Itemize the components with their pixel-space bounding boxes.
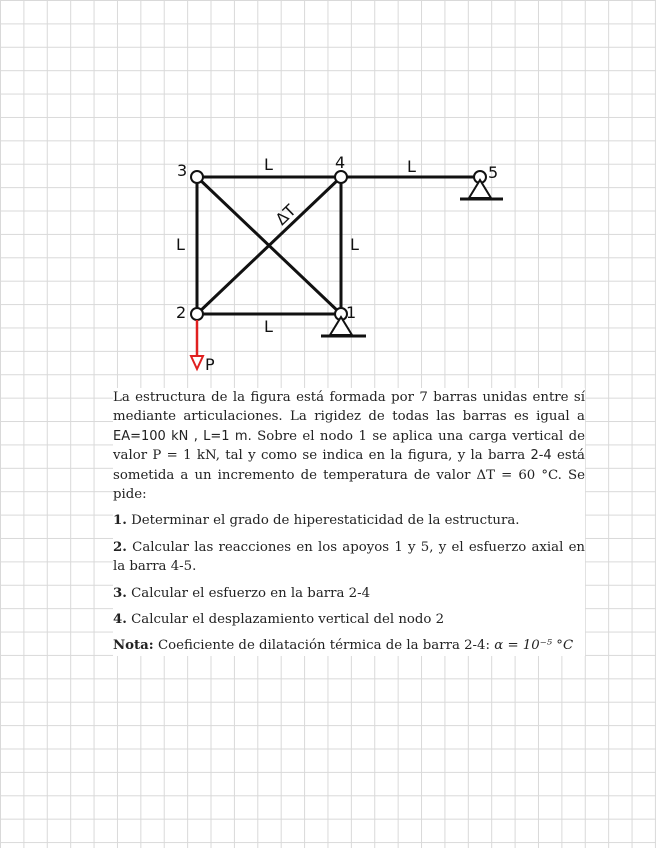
problem-intro <box>113 388 585 504</box>
node-label-3: 3 <box>177 161 188 180</box>
joint-2 <box>191 308 203 320</box>
note-text: Coeficiente de dilatación térmica de la barra 2-4: <box>157 638 490 654</box>
node-label-4: 4 <box>335 153 346 172</box>
question-text: Calcular las reacciones en los apoyos 1 y 5, y el esfuerzo axial en la barra 4-5. <box>113 539 585 575</box>
intro-text-4: Se pide: <box>113 467 586 503</box>
question-1 <box>113 511 585 530</box>
node-label-2: 2 <box>176 303 187 322</box>
question-number: 3. <box>113 585 127 601</box>
node-label-5: 5 <box>488 163 499 182</box>
question-text: Calcular el esfuerzo en la barra 2-4 <box>131 585 371 601</box>
joint-3 <box>191 171 203 183</box>
pin-support-5 <box>460 180 503 199</box>
question-number: 2. <box>113 539 127 555</box>
question-text: Calcular el desplazamiento vertical del nodo 2 <box>131 612 445 628</box>
question-text: Determinar el grado de hiperestaticidad de la estructura. <box>131 513 520 529</box>
heated-bar: 2-4 <box>530 448 552 464</box>
intro-text-2: Sobre el nodo 1 se aplica una carga vertical de valor P = 1 kN, tal y como se indica en la figura, y la barra <box>113 428 585 464</box>
note <box>113 636 585 655</box>
delta-t-label: ΔT <box>271 200 300 229</box>
pin-support-1 <box>321 317 366 336</box>
note-label: Nota: <box>113 638 154 654</box>
question-number: 4. <box>113 612 127 628</box>
question-4 <box>113 610 585 629</box>
load-arrow <box>191 320 203 369</box>
question-3 <box>113 584 585 603</box>
note-formula: α = 10⁻⁵ °C <box>494 638 574 654</box>
length-label-right: L <box>350 235 359 254</box>
stiffness-value: EA=100 kN , L=1 m. <box>113 428 252 444</box>
joint-4 <box>335 171 347 183</box>
load-label: P <box>205 355 215 374</box>
truss-figure <box>0 0 656 390</box>
length-label-bottom: L <box>264 317 273 336</box>
intro-text-3: está sometida a un incremento de temperatura de valor ΔT = 60 °C. <box>113 448 585 483</box>
length-label-top-right: L <box>407 157 416 176</box>
question-number: 1. <box>113 513 127 529</box>
intro-text-1: La estructura de la figura está formada por 7 barras unidas entre sí mediante articulaciones. La rigidez de todas las barras es igual a <box>113 390 585 425</box>
length-label-left: L <box>176 235 185 254</box>
question-2 <box>113 538 585 577</box>
problem-statement <box>113 388 585 656</box>
length-label-top-left: L <box>264 155 273 174</box>
node-label-1: 1 <box>346 303 357 322</box>
